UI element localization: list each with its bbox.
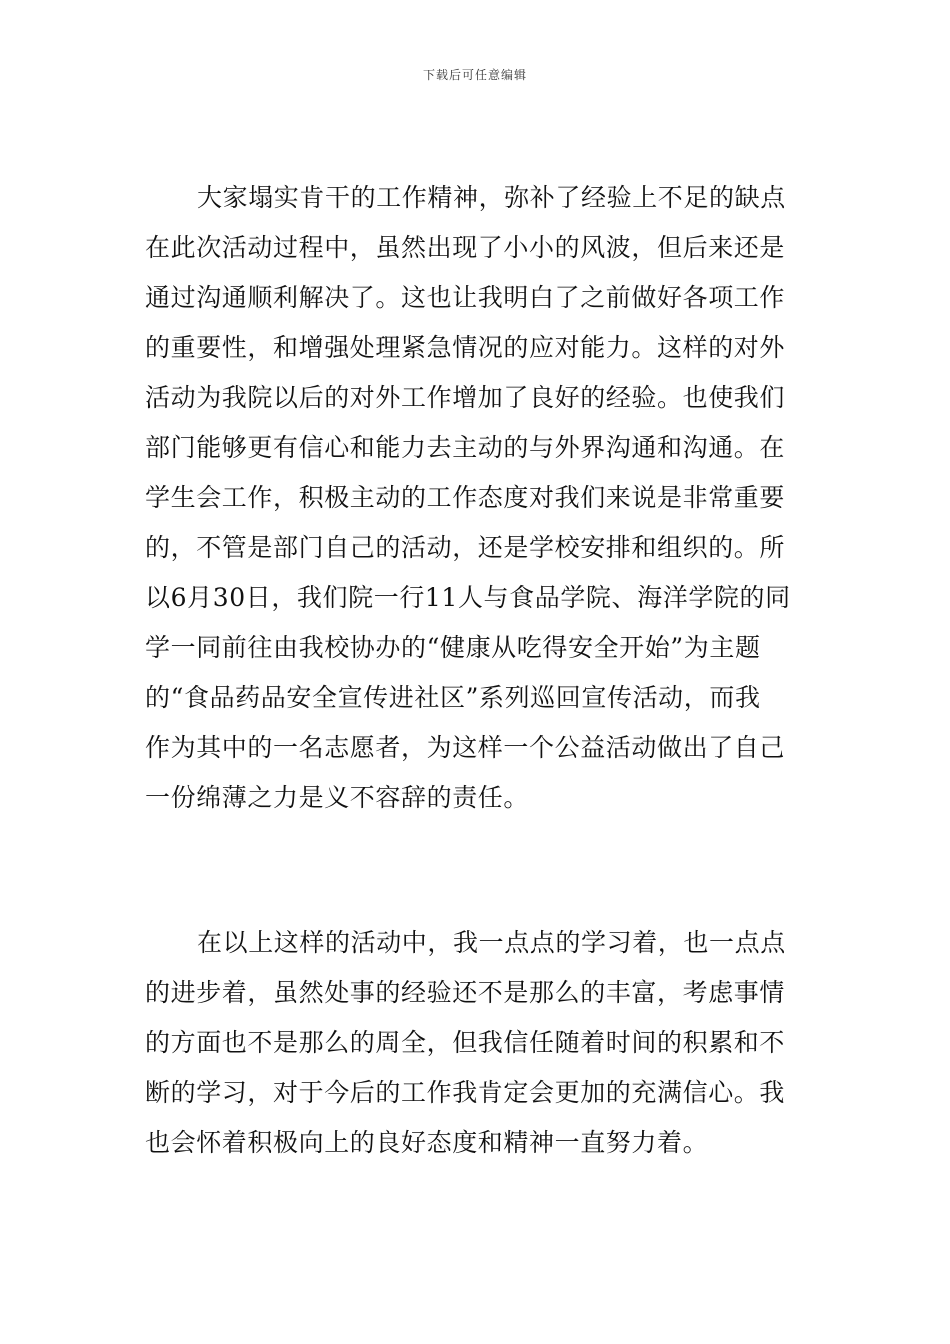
paragraph-line: 在此次活动过程中，虽然出现了小小的风波，但后来还是 <box>145 233 786 262</box>
paragraph-line: 在以上这样的活动中，我一点点的学习着，也一点点 <box>197 928 786 957</box>
paragraph-line: 的进步着，虽然处事的经验还不是那么的丰富，考虑事情 <box>145 978 786 1007</box>
paragraph-line: 的方面也不是那么的周全，但我信任随着时间的积累和不 <box>145 1028 786 1057</box>
paragraph-line: 学生会工作，积极主动的工作态度对我们来说是非常重要 <box>145 483 786 512</box>
paragraph-line: 部门能够更有信心和能力去主动的与外界沟通和沟通。在 <box>145 433 786 462</box>
header-note: 下载后可任意编辑 <box>422 68 527 82</box>
paragraph-line: 活动为我院以后的对外工作增加了良好的经验。也使我们 <box>145 383 786 412</box>
paragraph-line: 通过沟通顺利解决了。这也让我明白了之前做好各项工作 <box>145 283 786 312</box>
paragraph-line: 以6月30日，我们院一行11人与食品学院、海洋学院的同 <box>145 583 791 612</box>
paragraph-2 <box>145 918 810 1168</box>
paragraph-line: 也会怀着积极向上的良好态度和精神一直努力着。 <box>145 1128 709 1157</box>
paragraph-line: 的重要性，和增强处理紧急情况的应对能力。这样的对外 <box>145 333 786 362</box>
paragraph-line: 的，不管是部门自己的活动，还是学校安排和组织的。所 <box>145 533 786 562</box>
paragraph-line: 大家塌实肯干的工作精神，弥补了经验上不足的缺点 <box>197 183 786 212</box>
paragraph-line: 作为其中的一名志愿者，为这样一个公益活动做出了自己 <box>145 733 786 762</box>
paragraph-line: 的“食品药品安全宣传进社区”系列巡回宣传活动，而我 <box>145 683 761 712</box>
paragraph-line: 一份绵薄之力是义不容辞的责任。 <box>145 783 530 812</box>
paragraph-1 <box>145 173 810 823</box>
paragraph-line: 断的学习，对于今后的工作我肯定会更加的充满信心。我 <box>145 1078 786 1107</box>
paragraph-line: 学一同前往由我校协办的“健康从吃得安全开始”为主题 <box>145 633 761 662</box>
